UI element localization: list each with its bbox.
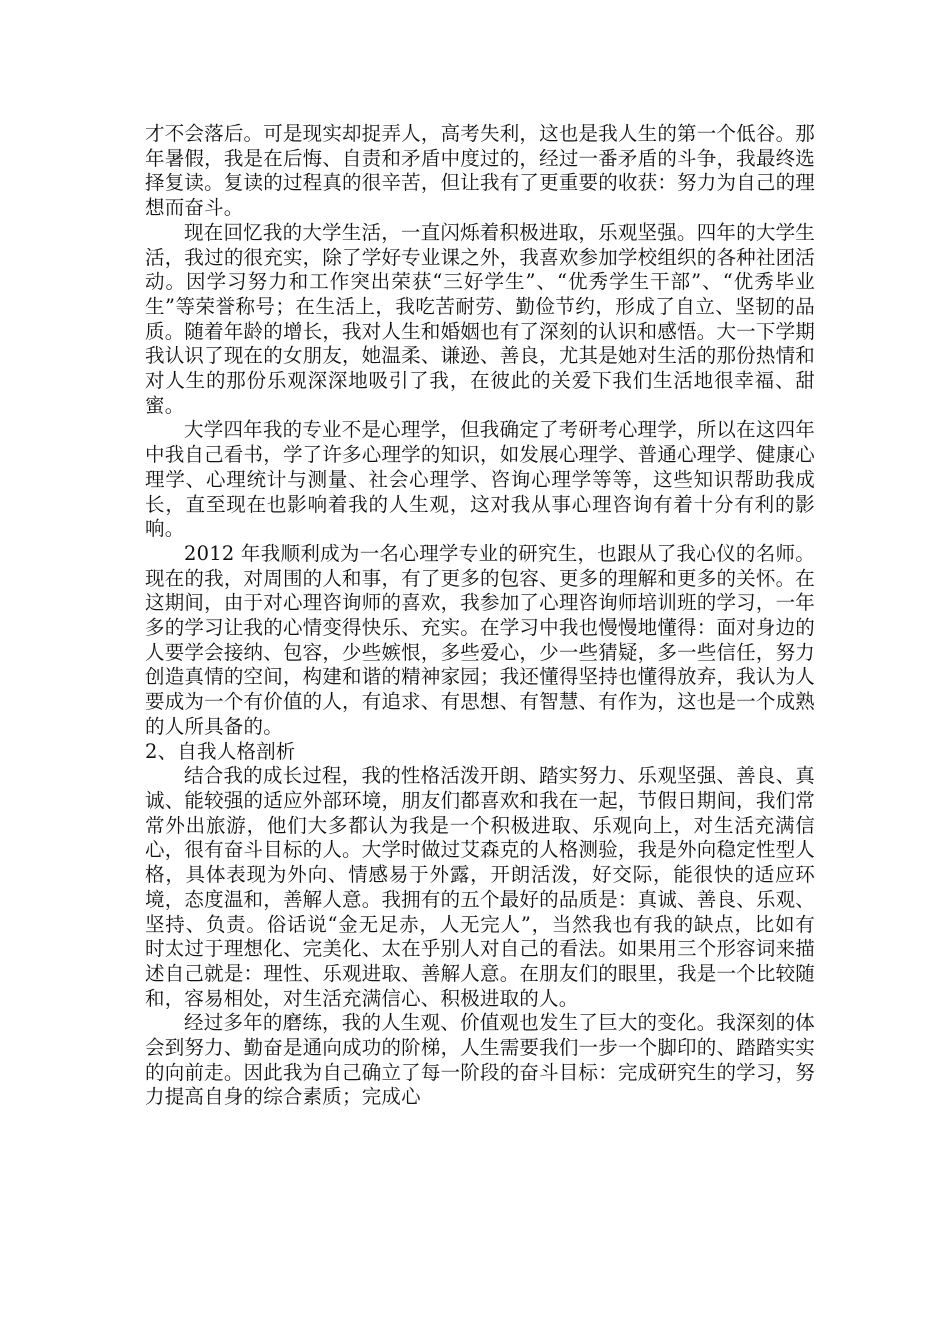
paragraph-university-life: 现在回忆我的大学生活，一直闪烁着积极进取，乐观坚强。四年的大学生活，我过的很充实，除了学好专业课之外，我喜欢参加学校组织的各种社团活动。因学习努力和工作突出荣获“三好学生”、“优秀学生干部”、“优秀毕业生”等荣誉称号；在生活上，我吃苦耐劳、勤俭节约，形成了自立、坚韧的品质。随着年龄的增长，我对人生和婚姻也有了深刻的认识和感悟。大一下学期我认识了现在的女朋友，她温柔、谦逊、善良，尤其是她对生活的那份热情和对人生的那份乐观深深地吸引了我，在彼此的关爱下我们生活地很幸福、甜蜜。 [145,220,815,417]
paragraph-life-values: 经过多年的磨练，我的人生观、价值观也发生了巨大的变化。我深刻的体会到努力、勤奋是通向成功的阶梯，人生需要我们一步一个脚印的、踏踏实实的向前走。因此我为自己确立了每一阶段的奋斗目标：完成研究生的学习，努力提高自身的综合素质；完成心 [145,1011,815,1109]
document-body [145,122,815,1110]
section-heading: 2、自我人格剖析 [145,739,296,763]
paragraph-continued: 才不会落后。可是现实却捉弄人，高考失利，这也是我人生的第一个低谷。那年暑假，我是在后悔、自责和矛盾中度过的，经过一番矛盾的斗争，我最终选择复读。复读的过程真的很辛苦，但让我有了更重要的收获：努力为自己的理想而奋斗。 [145,122,815,220]
paragraph-graduate-study: 2012 年我顺利成为一名心理学专业的研究生，也跟从了我心仪的名师。现在的我，对周围的人和事，有了更多的包容、更多的理解和更多的关怀。在这期间，由于对心理咨询师的喜欢，我参加了心理咨询师培训班的学习，一年多的学习让我的心情变得快乐、充实。在学习中我也慢慢地懂得：面对身边的人要学会接纳、包容，少些嫉恨，多些爱心，少一些猜疑，多一些信任，努力创造真情的空间，构建和谐的精神家园；我还懂得坚持也懂得放弃，我认为人要成为一个有价值的人，有追求、有思想、有智慧、有作为，这也是一个成熟的人所具备的。 [145,541,815,738]
paragraph-personality: 结合我的成长过程，我的性格活泼开朗、踏实努力、乐观坚强、善良、真诚、能较强的适应外部环境，朋友们都喜欢和我在一起，节假日期间，我们常常外出旅游，他们大多都认为我是一个积极进取、乐观向上，对生活充满信心，很有奋斗目标的人。大学时做过艾森克的人格测验，我是外向稳定性型人格，具体表现为外向、情感易于外露，开朗活泼，好交际，能很快的适应环境，态度温和，善解人意。我拥有的五个最好的品质是：真诚、善良、乐观、坚持、负责。俗话说“金无足赤，人无完人”，当然我也有我的缺点，比如有时太过于理想化、完美化、太在乎别人对自己的看法。如果用三个形容词来描述自己就是：理性、乐观进取、善解人意。在朋友们的眼里，我是一个比较随和，容易相处，对生活充满信心、积极进取的人。 [145,764,815,1010]
paragraph-psychology-study: 大学四年我的专业不是心理学，但我确定了考研考心理学，所以在这四年中我自己看书，学了许多心理学的知识，如发展心理学、普通心理学、健康心理学、心理统计与测量、社会心理学、咨询心理学等等，这些知识帮助我成长，直至现在也影响着我的人生观，这对我从事心理咨询有着十分有利的影响。 [145,418,815,541]
